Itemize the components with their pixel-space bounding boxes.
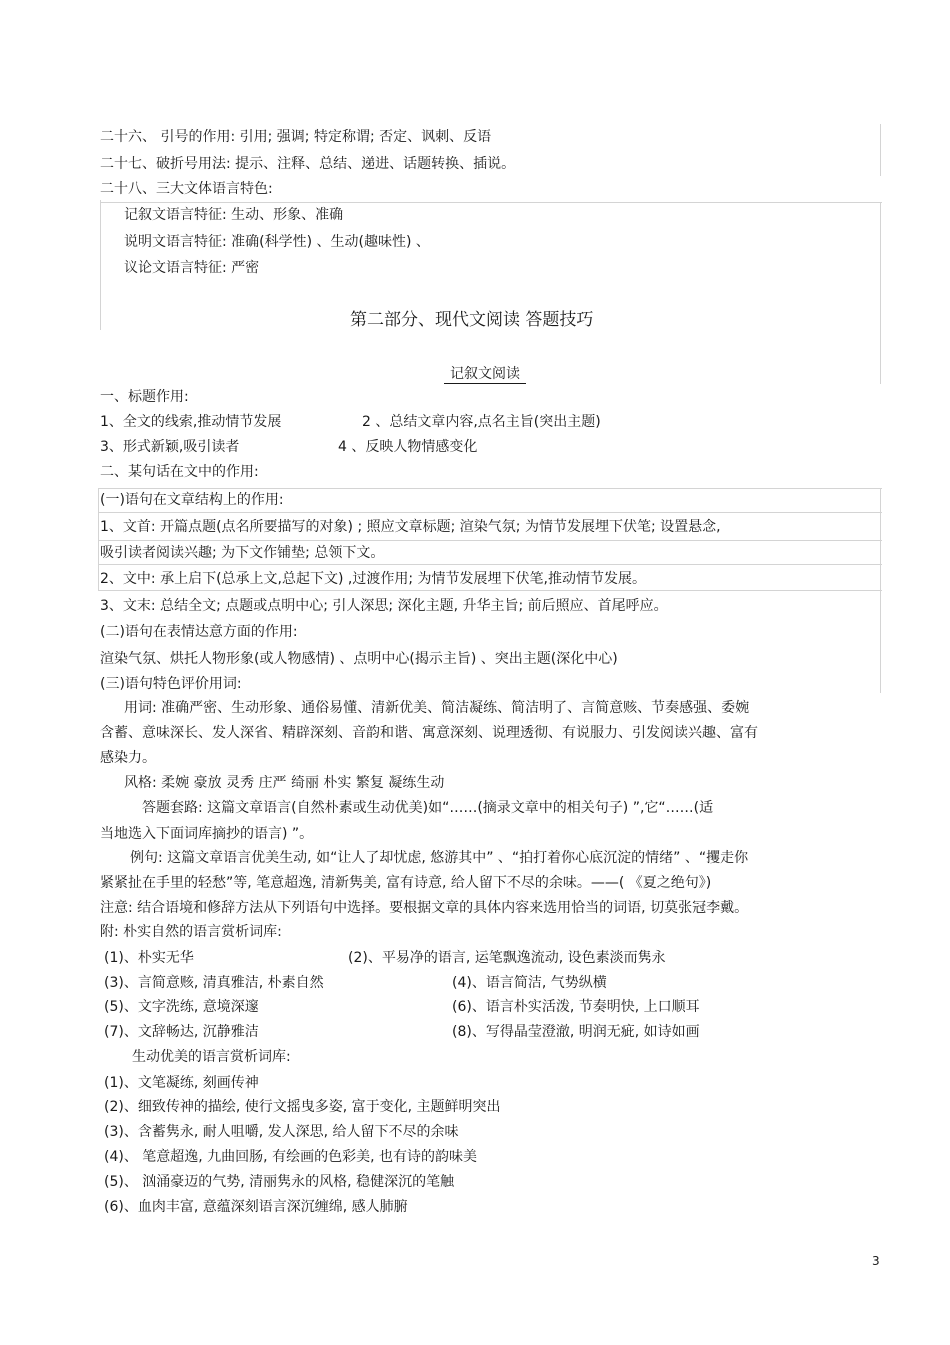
- structure-start: 1、文首: 开篇点题(点名所要描写的对象) ; 照应文章标题; 渲染气氛; 为情节发展埋下伏笔; 设置悬念,: [100, 519, 721, 535]
- vivid-item-5: (5)、 汹涌豪迈的气势, 清丽隽永的风格, 稳健深沉的笔触: [104, 1174, 455, 1190]
- scan-rule: [98, 512, 882, 513]
- vivid-item-4: (4)、 笔意超逸, 九曲回肠, 有绘画的色彩美, 也有诗的韵味美: [104, 1149, 477, 1165]
- subheading-expression: (二)语句在表情达意方面的作用:: [100, 624, 298, 640]
- heading-title-function: 一、标题作用:: [100, 389, 189, 405]
- title-item-1: 1、全文的线索,推动情节发展: [100, 414, 282, 430]
- subheading-evaluation: (三)语句特色评价用词:: [100, 676, 242, 692]
- scan-rule: [100, 200, 101, 330]
- answer-formula-cont: 当地选入下面词库摘抄的语言) ”。: [100, 826, 314, 842]
- scan-rule: [98, 488, 882, 489]
- scan-rule: [880, 124, 881, 176]
- section-title-text: 记叙文阅读: [444, 366, 526, 384]
- note-line: 注意: 结合语境和修辞方法从下列语句中选择。要根据文章的具体内容来选用恰当的词语, 切莫张冠李戴。: [100, 900, 749, 916]
- section-title: [444, 365, 526, 383]
- part-title: 第二部分、现代文阅读 答题技巧: [350, 310, 594, 330]
- structure-middle: 2、文中: 承上启下(总承上文,总起下文) ,过渡作用; 为情节发展埋下伏笔,推动情节发展。: [100, 571, 646, 587]
- narrative-style: 记叙文语言特征: 生动、形象、准确: [124, 207, 344, 223]
- example-line-1: 例句: 这篇文章语言优美生动, 如“让人了却忧虑, 悠游其中” 、“拍打着你心底沉淀的情绪” 、“攫走你: [130, 850, 749, 866]
- vivid-item-1: (1)、文笔凝练, 刻画传神: [104, 1075, 259, 1091]
- subheading-structure: (一)语句在文章结构上的作用:: [100, 492, 284, 508]
- item-26: 二十六、 引号的作用: 引用; 强调; 特定称谓; 否定、讽刺、反语: [100, 129, 492, 145]
- plain-item-8: (8)、写得晶莹澄澈, 明润无疵, 如诗如画: [452, 1024, 700, 1040]
- scan-rule: [880, 202, 881, 384]
- appendix-heading: 附: 朴实自然的语言赏析词库:: [100, 924, 282, 940]
- example-line-2: 紧紧扯在手里的轻愁”等, 笔意超逸, 清新隽美, 富有诗意, 给人留下不尽的余味。——( 《夏之绝句》): [100, 875, 712, 891]
- expository-style: 说明文语言特征: 准确(科学性) 、生动(趣味性) 、: [124, 234, 430, 250]
- structure-start-cont: 吸引读者阅读兴趣; 为下文作铺垫; 总领下文。: [100, 545, 385, 561]
- wording-line-1: 用词: 准确严密、生动形象、通俗易懂、清新优美、简洁凝练、简洁明了、言简意赅、节奏感强、委婉: [124, 700, 750, 716]
- style-line: 风格: 柔婉 豪放 灵秀 庄严 绮丽 朴实 繁复 凝练生动: [124, 775, 445, 791]
- title-item-2: 2 、总结文章内容,点名主旨(突出主题): [362, 414, 601, 430]
- item-27: 二十七、破折号用法: 提示、注释、总结、递进、话题转换、插说。: [100, 156, 516, 172]
- scan-rule: [98, 564, 882, 565]
- scan-rule: [98, 540, 882, 541]
- vivid-item-3: (3)、含蓄隽永, 耐人咀嚼, 发人深思, 给人留下不尽的余味: [104, 1124, 459, 1140]
- structure-end: 3、文末: 总结全文; 点题或点明中心; 引人深思; 深化主题, 升华主旨; 前后照应、首尾呼应。: [100, 598, 668, 614]
- plain-item-4: (4)、语言简洁, 气势纵横: [452, 975, 607, 991]
- scan-rule: [100, 202, 882, 203]
- vivid-item-2: (2)、细致传神的描绘, 使行文摇曳多姿, 富于变化, 主题鲜明突出: [104, 1099, 501, 1115]
- heading-sentence-function: 二、某句话在文中的作用:: [100, 464, 259, 480]
- plain-item-2: (2)、平易净的语言, 运笔飘逸流动, 设色素淡而隽永: [348, 950, 666, 966]
- scan-rule: [98, 488, 99, 590]
- plain-item-6: (6)、语言朴实活泼, 节奏明快, 上口顺耳: [452, 999, 700, 1015]
- answer-formula: 答题套路: 这篇文章语言(自然朴素或生动优美)如“……(摘录文章中的相关句子) ”,它“……(适: [142, 800, 714, 816]
- title-item-3: 3、形式新颖,吸引读者: [100, 439, 240, 455]
- scan-rule: [98, 590, 882, 591]
- expression-line: 渲染气氛、烘托人物形象(或人物感情) 、点明中心(揭示主旨) 、突出主题(深化中心): [100, 651, 618, 667]
- argument-style: 议论文语言特征: 严密: [124, 260, 260, 276]
- plain-item-1: (1)、朴实无华: [104, 950, 194, 966]
- title-item-4: 4 、反映人物情感变化: [338, 439, 478, 455]
- item-28: 二十八、三大文体语言特色:: [100, 181, 273, 197]
- plain-item-7: (7)、文辞畅达, 沉静雅洁: [104, 1024, 259, 1040]
- vivid-item-6: (6)、血肉丰富, 意蕴深刻语言深沉缠绵, 感人肺腑: [104, 1199, 408, 1215]
- plain-item-5: (5)、文字洗练, 意境深邃: [104, 999, 259, 1015]
- wording-line-2: 含蓄、意味深长、发人深省、精辟深刻、音韵和谐、寓意深刻、说理透彻、有说服力、引发阅读兴趣、富有: [100, 725, 758, 741]
- wording-line-3: 感染力。: [100, 750, 156, 766]
- scan-rule: [880, 488, 881, 693]
- page-number: 3: [872, 1254, 880, 1268]
- vivid-heading: 生动优美的语言赏析词库:: [132, 1049, 291, 1065]
- plain-item-3: (3)、言简意赅, 清真雅洁, 朴素自然: [104, 975, 324, 991]
